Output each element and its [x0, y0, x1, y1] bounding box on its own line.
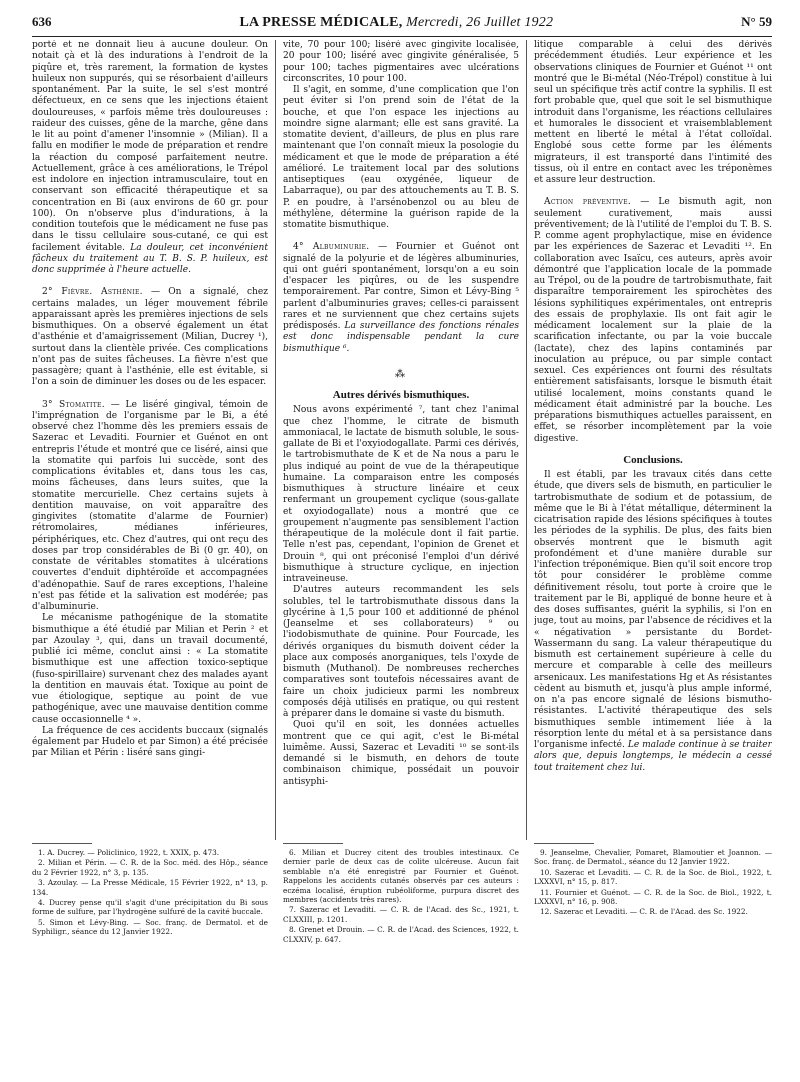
footnote: 10. Sazerac et Levaditi. — C. R. de la Soc. de Biol., 1922, t. LXXXVI, n° 15, p. 817. — [534, 867, 772, 887]
paragraph: vite, 70 pour 100; liséré avec gingivite localisée, 20 pour 100; liséré avec gingivite généralisée, 5 pour 100; taches pigmentaires avec ulcérations circonscrites, 10 pour 100. — [283, 40, 519, 84]
footnote: 1. A. Ducrey. — Policlinico, 1922, t. XXIX, p. 473. — [38, 848, 220, 857]
paragraph-action-preventive — [534, 197, 772, 445]
footnote: 6. Milian et Ducrey citent des troubles intestinaux. Ce dernier parle de deux cas de colite ulcéreuse. Aucun fait semblable n'a été enregistré par Fournier et Guénot. Rappelons les accidents cutanés observés par ces auteurs : eczéma localisé, éruption rubéoliforme, purpura discret des membres (accidents très rares). — [283, 848, 519, 905]
footnote-rule — [534, 843, 594, 844]
paragraph-italic: La douleur, cet inconvénient fâcheux du traitement au T. B. S. P. huileux, est donc supprimée à l'heure actuelle. — [32, 242, 268, 275]
section-heading: 3° Stomatite. — [42, 399, 105, 410]
section-title: Conclusions. — [623, 453, 683, 466]
section-title: Autres dérivés bismuthiques. — [332, 389, 470, 401]
paragraph-text: — Le bismuth agit, non seulement curativement, mais aussi préventivement; de là l'utilité de l'emploi du T. B. S. P. comme agent prophylactique, mise en évidence par les expériences de Sazerac et Levaditi ¹². En collaboration avec Isaïcu, ces auteurs, après avoir démontré que l'application locale de la pommade au Trépol, ou de la poudre de tartrobismuthate, fait disparaître temporairement les spirochètes des lésions syphilitiques expérimentales, ont entrepris des essais de prophylaxie. Ils ont fait agir le médicament localement sur la plaie de la scarification infectante, ou par la voie buccale (lactate), chez des lapins contaminés par inoculation au prépuce, ou par simple contact sexuel. Ces expériences ont fourni des résultats entièrement satisfaisants, lorsque le bismuth était utilisé localement, moins constants quand le médicament était administré par la bouche. Les préparations bismuthiques actuelles paraissent, en effet, se résorber incomplètement par la voie digestive. — [534, 197, 772, 444]
paragraph: litique comparable à celui des dérivés précédemment étudiés. Leur expérience et les observations cliniques de Fournier et Guénot ¹¹ ont montré que le Bi-métal (Néo-Trépol) constitue à lui seul un spécifique très actif contre la syphilis. Il est fort probable que, quel que soit le sel bismuthique introduit dans l'organisme, les réactions cellulaires et humorales le dissocient et vraisemblablement mettent en liberté le métal à l'état colloïdal. Englobé sous cette forme par les éléments migrateurs, il est transporté dans l'intimité des tissus, où il entre en contact avec les tréponèmes et assure leur destruction. — [534, 40, 772, 185]
paragraph-text: Il est établi, par les travaux cités dans cette étude, que divers sels de bismuth, en particulier le tartrobismuthate de sodium et de potassium, de même que le Bi à l'état métallique, déterminent la cicatrisation rapide des lésions spécifiques à toutes les périodes de la syphilis. De plus, des faits bien observés montrent que le bismuth agit profondément et d'une manière durable sur l'infection tréponémique. Bien qu'il soit encore trop tôt pour considérer le problème comme définitivement résolu, tout porte à croire que le traitement par le Bi, appliqué de bonne heure et à des doses suffisantes, guérit la syphilis, si l'on en juge, tout au moins, par l'absence de récidives et la « négativation » persistante du Bordet-Wassermann du sang. La valeur thérapeutique du bismuth est certainement supérieure à celle du mercure et comparable à celle des meilleurs arsenicaux. Les manifestations Hg et As résistantes cèdent au bismuth et, jusqu'à plus ample informé, on n'a pas encore signalé de lésions bismutho-résistantes. L'activité thérapeutique des sels bismuthiques semble intimement liée à la résorption lente du métal et à sa persistance dans l'organisme infecté. — [534, 470, 772, 750]
section-separator: ⁂ — [395, 368, 407, 380]
paragraph-fievre — [32, 287, 268, 388]
footnotes-column-1 — [32, 848, 268, 938]
footnotes-column-2 — [283, 848, 519, 945]
footnote: 5. Simon et Lévy-Bing. — Soc. franç. de Dermatol. et de Syphiligr., séance du 12 Janvier 1922. — [32, 917, 268, 937]
section-heading: 2° Fièvre. Asthénie. — [42, 287, 143, 298]
journal-name: LA PRESSE MÉDICALE, — [239, 15, 403, 30]
column-rule-2 — [526, 40, 527, 840]
paragraph-stomatite — [32, 400, 268, 614]
paragraph: Quoi qu'il en soit, les données actuelles montrent que ce qui agit, c'est le Bi-métal luimême. Aussi, Sazerac et Levaditi ¹⁰ se sont-ils demandé si le bismuth, en dehors de toute combinaison chimique, possédait un pouvoir antisyphi- — [283, 720, 519, 787]
column-rule-1 — [275, 40, 276, 840]
paragraph: Nous avons expérimenté ⁷, tant chez l'animal que chez l'homme, le citrate de bismuth ammoniacal, le lactate de bismuth soluble, le sous-gallate de Bi et l'oxyiodogallate. Parmi ces dérivés, le tartrobismuthate de K et de Na nous a paru le plus indiqué au point de vue de la thérapeutique humaine. La comparaison entre les composés bismuthiques à structure linéaire et ceux renfermant un groupement cyclique (sous-gallate et oxyiodogallate) nous a montré que ce groupement n'augmente pas sensiblement l'action thérapeutique de la molécule dont il fait partie. Telle n'est pas, cependant, l'opinion de Grenet et Drouin ⁸, qui ont préconisé l'emploi d'un dérivé bismuthique à structure cyclique, en injection intraveineuse. — [283, 405, 519, 584]
footnote: 4. Ducrey pense qu'il s'agit d'une précipitation du Bi sous forme de sulfure, par l'hydrogène sulfuré de la cavité buccale. — [32, 898, 268, 917]
page-header — [32, 14, 772, 37]
section-heading: Action préventive. — [544, 197, 632, 208]
paragraph: Il s'agit, en somme, d'une complication que l'on peut éviter si l'on prend soin de l'état de la bouche, et que l'on espace les injections au moindre signe alarmant; elle est sans gravité. La stomatite devient, d'ailleurs, de plus en plus rare maintenant que l'on connaît mieux la posologie du médicament et que le mode de préparation a été amélioré. Le traitement local par des solutions antiseptiques (eau oxygénée, liqueur de Labarraque), ou par des attouchements au T. B. S. P. en poudre, à l'arsénobenzol ou au bleu de méthylène, détermine la guérison rapide de la stomatite bismuthique. — [283, 85, 519, 230]
footnote: 12. Sazerac et Levaditi. — C. R. de l'Acad. des Sc. 1922. — [540, 907, 748, 917]
footnote: 8. Grenet et Drouin. — C. R. de l'Acad. des Sciences, 1922, t. CLXXIV, p. 647. — [283, 925, 519, 944]
text-column-1 — [32, 40, 268, 840]
paragraph-text: — Fournier et Guénot ont signalé de la polyurie et de légères albuminuries, qui ont guéri spontanément, lorsqu'on a eu soin d'espacer les piqûres, ou de les suspendre temporairement. Par contre, Simon et Lévy-Bing ⁵ parlent d'albuminuries graves; celles-ci paraissent rares et ne surviennent que chez certains sujets prédisposés. — [283, 242, 519, 331]
footnote: 7. Sazerac et Levaditi. — C. R. de l'Acad. des Sc., 1921, t. CLXXIII, p. 1201. — [283, 905, 519, 924]
paragraph-italic: Le malade continue à se traiter alors que, depuis longtemps, le médecin a cessé tout traitement chez lui. — [534, 740, 772, 773]
footnote: 9. Jeanselme, Chevalier, Pomaret, Blamoutier et Joannon. — Soc. franç. de Dermatol., séance du 12 Janvier 1922. — [534, 848, 772, 867]
issue-number: N° 59 — [741, 14, 772, 29]
page-number: 636 — [32, 14, 52, 29]
text-column-2 — [283, 40, 519, 840]
journal-title — [240, 15, 554, 31]
paragraph — [534, 470, 772, 774]
paragraph: D'autres auteurs recommandent les sels solubles, tel le tartrobismuthate dissous dans la glycérine à 1,5 pour 100 et additionné de phénol (Jeanselme et ses collaborateurs) ⁹ ou l'iodobismuthate de quinine. Pour Fourcade, les dérivés organiques du bismuth doivent céder la place aux composés anorganiques, tels l'oxyde de bismuth (Muthanol). De nombreuses recherches comparatives sont toutefois nécessaires avant de faire un choix judicieux parmi les nombreux composés déjà utilisés en pratique, ou qui restent à préparer dans le domaine si vaste du bismuth. — [283, 585, 519, 719]
footnote-rule — [32, 843, 92, 844]
paragraph — [32, 40, 268, 276]
paragraph-text: — Le liséré gingival, témoin de l'imprégnation de l'organisme par le Bi, a été observé chez l'homme dès les premiers essais de Sazerac et Levaditi. Fournier et Guénot en ont entrepris l'étude et montré que ce liséré, ainsi que la stomatite qui parfois lui succède, sont des complications évitables et, dans tous les cas, moins fâcheuses, dans leurs suites, que la stomatite mercurielle. Chez certains sujets à dentition mauvaise, on voit apparaître des gingivites (stomatite d'alarme de Fournier) rétromolaires, médianes inférieures, périphériques, etc. Chez d'autres, qui ont reçu des doses par trop considérables de Bi (0 gr. 40), on constate de véritables stomatites à ulcérations couvertes d'enduit diphtéroïde et accompagnées d'adénopathie. Sauf de rares exceptions, l'haleine n'est pas fétide et la salivation est modérée; pas d'albuminurie. — [32, 399, 268, 612]
footnotes-column-3 — [534, 848, 772, 918]
paragraph-italic: La surveillance des fonctions rénales est donc indispensable pendant la cure bismuthique ⁶. — [283, 321, 519, 354]
paragraph: Le mécanisme pathogénique de la stomatite bismuthique a été étudié par Milian et Perin ² et par Azoulay ³, qui, dans un travail documenté, publié ici même, conclut ainsi : « La stomatite bismuthique est une affection toxico-septique (fuso-spirillaire) survenant chez des malades ayant la dentition en mauvais état. Toxique au point de vue étiologique, septique au point de vue pathogénique, avec une mauvaise dentition comme cause occasionnelle ⁴ ». — [32, 613, 268, 725]
text-column-3 — [534, 40, 772, 840]
footnote: 3. Azoulay. — La Presse Médicale, 15 Février 1922, n° 13, p. 134. — [32, 878, 268, 897]
issue-date: Mercredi, 26 Juillet 1922 — [406, 15, 554, 30]
paragraph-albuminurie — [283, 242, 519, 355]
paragraph-text: — On a signalé, chez certains malades, un léger mouvement fébrile apparaissant après les premières injections de sels bismuthiques. On a observé également un état d'asthénie et d'amaigrissement (Milian, Ducrey ¹), surtout dans la clientèle privée. Ces complications n'ont pas de suites fâcheuses. La fièvre n'est que passagère; quant à l'asthénie, elle est évitable, si l'on a soin de diminuer les doses ou de les espacer. — [32, 287, 268, 388]
footnote: 2. Milian et Périn. — C. R. de la Soc. méd. des Hôp., séance du 2 Février 1922, n° 3, p. 135. — [32, 858, 268, 877]
paragraph-text: porté et ne donnait lieu à aucune douleur. On notait çà et là des indurations à l'endroit de la piqûre et, très rarement, la formation de kystes huileux non suppurés, qui se résorbaient d'ailleurs spontanément. Par la suite, le sel s'est montré défectueux, en ce sens que les injections étaient douloureuses, « parfois même très douloureuses : raideur des cuisses, gêne de la marche, gêne dans le lit au point d'amener l'insomnie » (Milian). Il a fallu en modifier le mode de préparation et rendre la réaction du composé parfaitement neutre. Actuellement, grâce à ces améliorations, le Trépol est indolore en injection intramusculaire, tout en conservant son efficacité thérapeutique et sa concentration en Bi (aux environs de 60 gr. pour 100). On n'observe plus d'indurations, à la condition toutefois que le médicament ne fuse pas dans le tissu cellulaire sous-cutané, ce qui est facilement évitable. — [32, 40, 268, 253]
footnote: 11. Fournier et Guénot. — C. R. de la Soc. de Biol., 1922, t. LXXXVI, n° 16, p. 908. — [534, 887, 772, 907]
paragraph: La fréquence de ces accidents buccaux (signalés également par Hudelo et par Simon) a été précisée par Milian et Périn : liséré sans gingi- — [32, 725, 268, 759]
section-heading: 4° Albuminurie. — [293, 242, 370, 253]
footnote-rule — [283, 843, 343, 844]
